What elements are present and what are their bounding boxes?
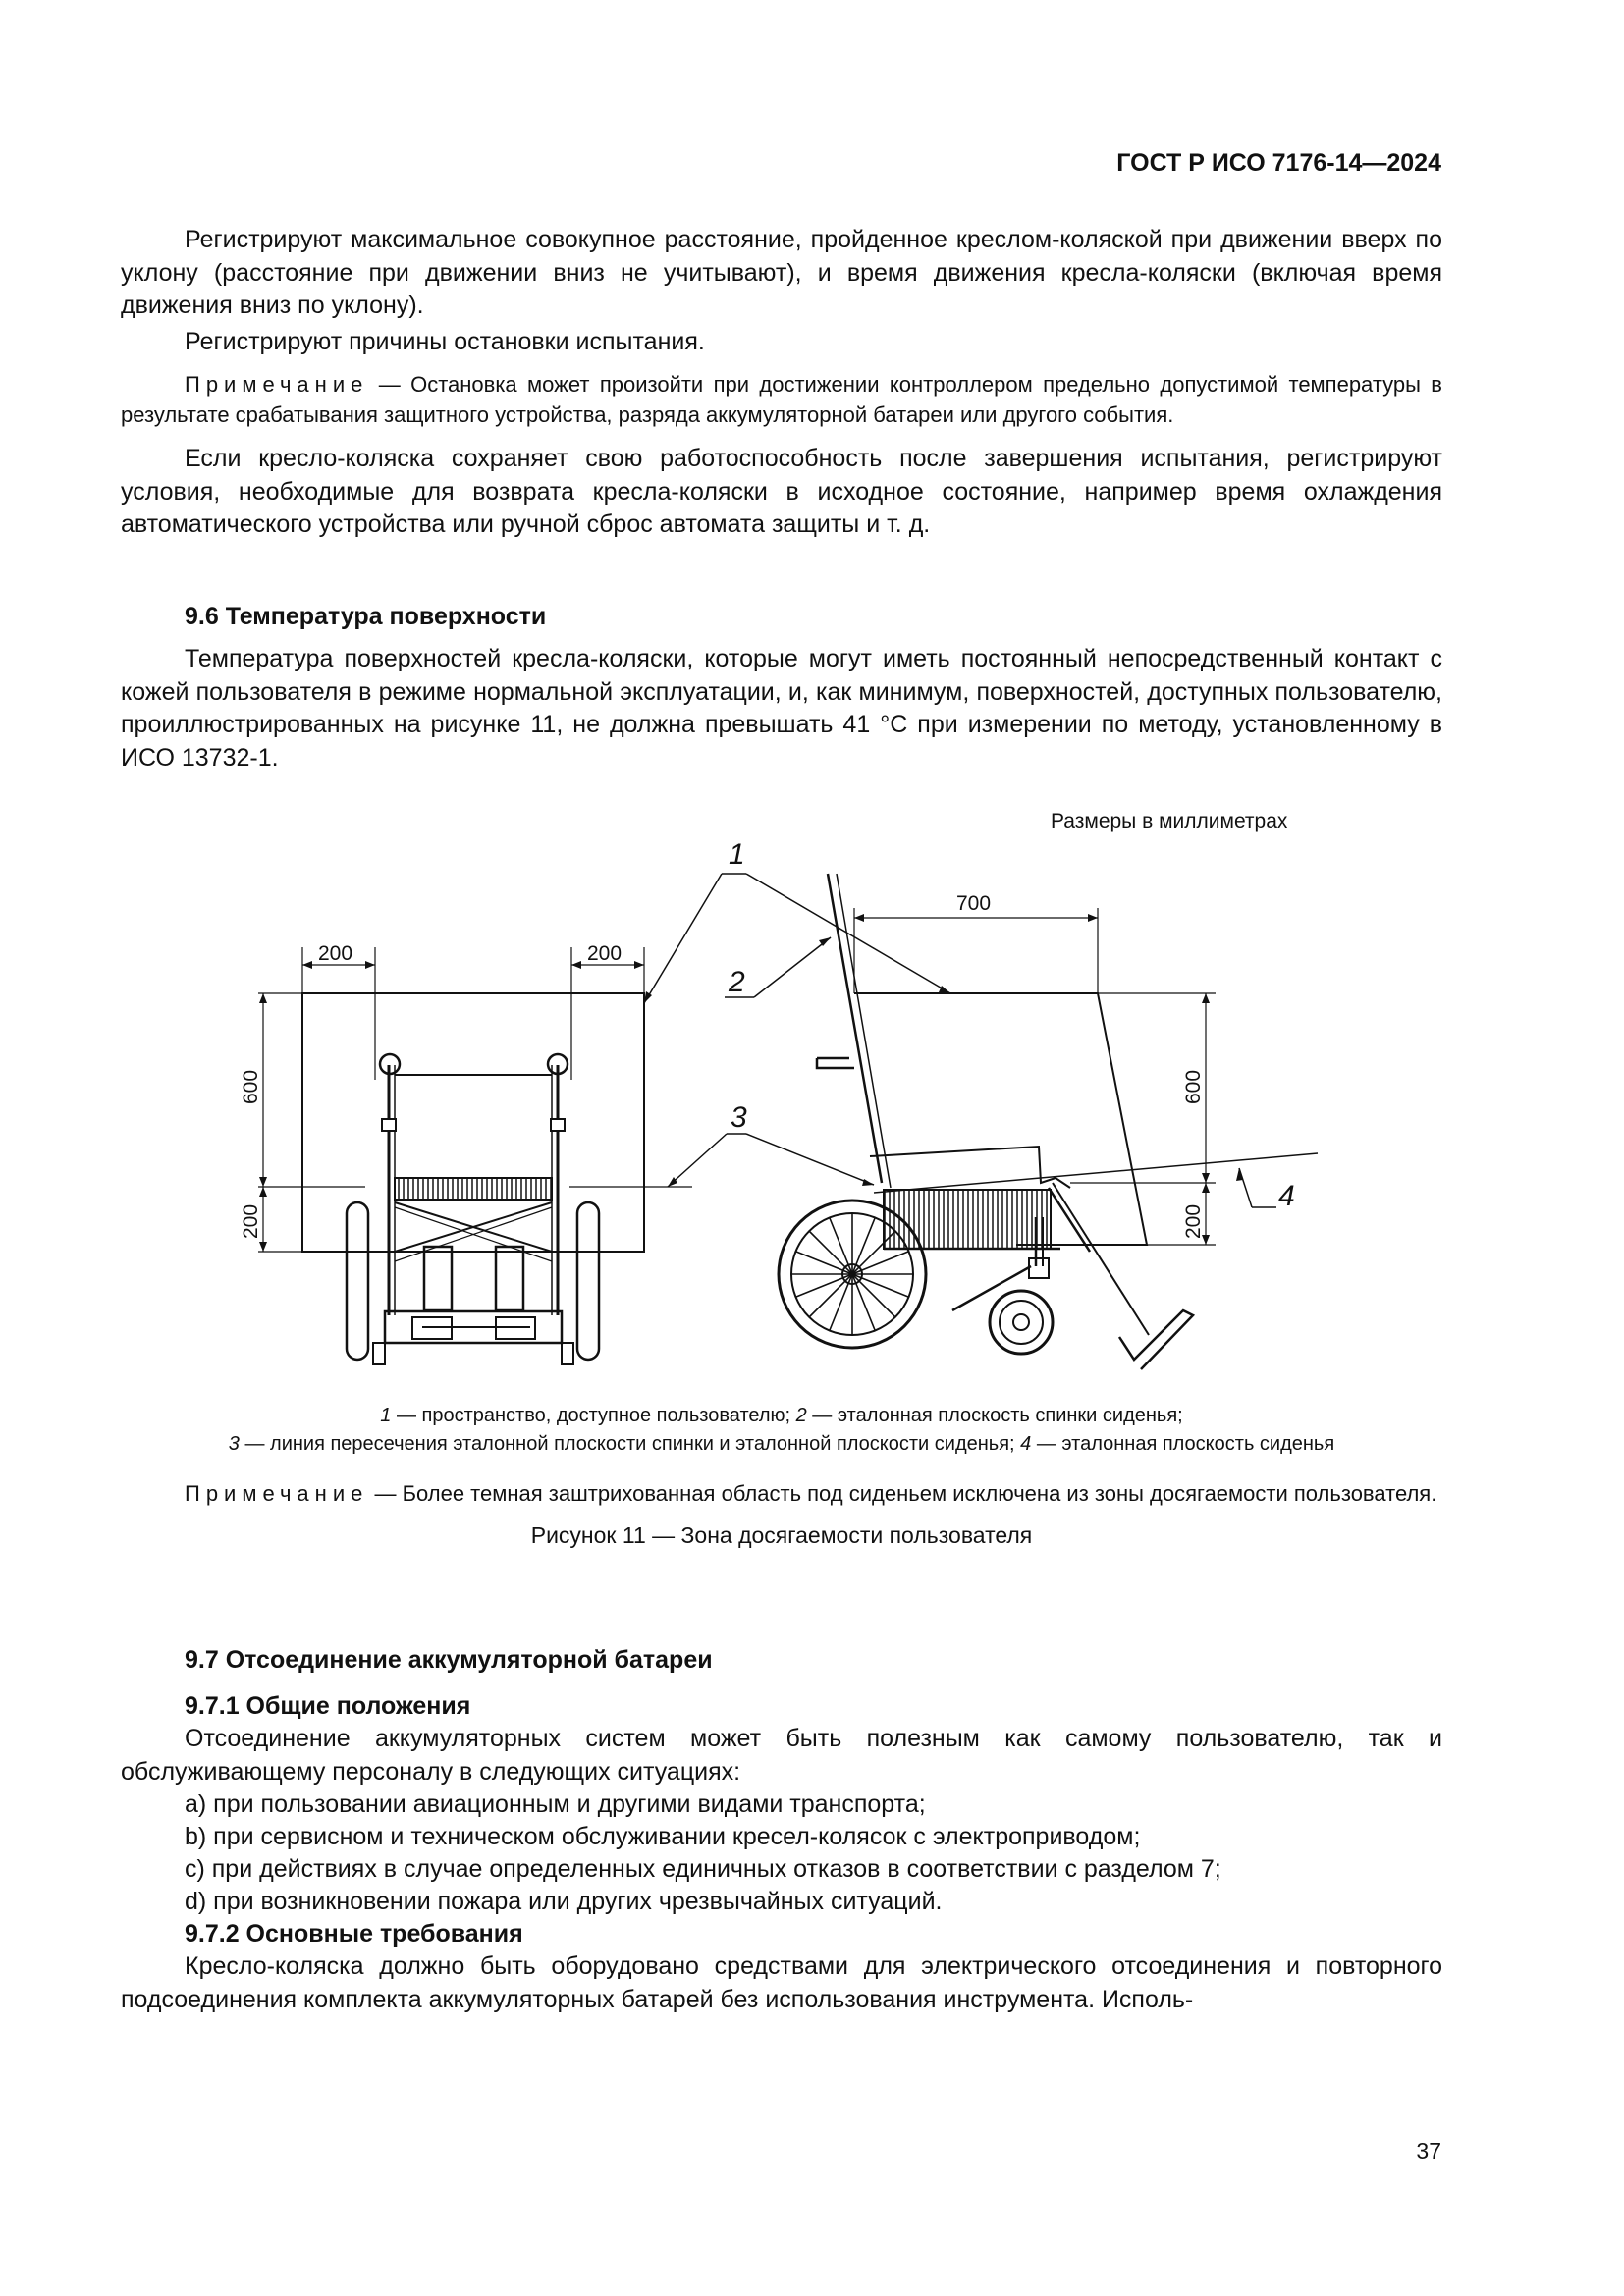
figure-note (121, 1478, 1442, 1509)
note-label: Примечание (185, 1481, 369, 1506)
section-9-7-1-paragraph: Отсоединение аккумуляторных систем может быть полезным как самому пользователю, так и обслуживающему персоналу в следующих ситуациях: (121, 1725, 1442, 1786)
paragraph-record-distance: Регистрируют максимальное совокупное расстояние, пройденное креслом-коляской при движении вверх по уклону (расстояние при движении вниз не учитывают), и время движения кресла-коляски (включая время движения вниз по уклону). (121, 226, 1442, 319)
section-9-7-1-heading: 9.7.1 Общие положения (185, 1692, 471, 1720)
section-9-7-2-paragraph: Кресло-коляска должно быть оборудовано средствами для электрического отсоединения и повторного подсоединения комплекта аккумуляторных батарей без использования инструмента. Исполь- (121, 1952, 1442, 2013)
legend-text: — линия пересечения эталонной плоскости спинки и эталонной плоскости сиденья; (239, 1433, 1021, 1455)
note-text: — Остановка может произойти при достижении контроллером предельно допустимой температуры в результате срабатывания защитного устройства, разряда аккумуляторной батареи или другого события. (121, 372, 1442, 427)
dimensions-note: Размеры в миллиметрах (1051, 810, 1288, 832)
list-item-c: c) при действиях в случае определенных единичных отказов в соответствии с разделом 7; (185, 1855, 1221, 1883)
dim-200-front-left: 200 (318, 942, 353, 965)
section-9-6-paragraph: Температура поверхностей кресла-коляски, которые могут иметь постоянный непосредственный контакт с кожей пользователя в режиме нормальной эксплуатации, и, как минимум, поверхностей, доступных пользователю, проиллюстрированных на рисунке 11, не должна превышать 41 °С при измерении по методу, установленному в ИСО 13732-1. (121, 645, 1442, 772)
section-9-6-heading: 9.6 Температура поверхности (185, 603, 547, 630)
section-9-7 (121, 1644, 1442, 2016)
document-id-header: ГОСТ Р ИСО 7176-14—2024 (1116, 149, 1441, 177)
legend-num: 4 (1020, 1433, 1032, 1455)
legend-text: — эталонная плоскость сиденья (1031, 1433, 1335, 1455)
figure-label-3: 3 (731, 1101, 747, 1134)
paragraph-restore-conditions: Если кресло-коляска сохраняет свою работоспособность после завершения испытания, регистрируют условия, необходимые для возврата кресла-коляски в исходное состояние, например время охлаждения автоматического устройства или ручной сброс автомата защиты и т. д. (121, 445, 1442, 538)
figure-legend (121, 1402, 1442, 1549)
legend-text: — пространство, доступное пользователю; (391, 1405, 796, 1426)
list-item-d: d) при возникновении пожара или других чрезвычайных ситуаций. (185, 1888, 943, 1915)
section-9-7-heading: 9.7 Отсоединение аккумуляторной батареи (185, 1646, 713, 1674)
legend-line-1 (121, 1402, 1442, 1430)
legend-num: 3 (228, 1433, 240, 1455)
dim-200-front-bottom: 200 (240, 1203, 262, 1239)
note-text: — Более темная заштрихованная область под сиденьем исключена из зоны досягаемости пользователя. (368, 1481, 1437, 1506)
paragraph-record-stop-reasons: Регистрируют причины остановки испытания. (185, 327, 705, 355)
figure-caption: Рисунок 11 — Зона досягаемости пользователя (530, 1522, 1033, 1548)
dim-600-side: 600 (1182, 1069, 1205, 1104)
dim-700-side: 700 (956, 892, 992, 915)
dim-200-side: 200 (1182, 1203, 1205, 1239)
page-number: 37 (1416, 2138, 1441, 2163)
figure-label-4: 4 (1278, 1180, 1295, 1212)
legend-num: 2 (795, 1405, 807, 1426)
figure-label-1: 1 (729, 838, 745, 871)
section-9-7-2-heading: 9.7.2 Основные требования (185, 1920, 523, 1948)
legend-num: 1 (380, 1405, 392, 1426)
note-label: Примечание (185, 372, 369, 397)
legend-text: — эталонная плоскость спинки сиденья; (806, 1405, 1183, 1426)
front-reach-zone (302, 993, 644, 1252)
side-view-wheelchair (779, 874, 1318, 1369)
figure-label-2: 2 (729, 966, 745, 998)
dim-600-front: 600 (240, 1069, 262, 1104)
legend-line-2 (121, 1430, 1442, 1459)
front-view-wheelchair (258, 947, 692, 1364)
leader-lines (644, 874, 1276, 1207)
list-item-b: b) при сервисном и техническом обслуживании кресел-колясок с электроприводом; (185, 1823, 1141, 1850)
dim-200-front-right: 200 (587, 942, 623, 965)
list-item-a: a) при пользовании авиационным и другими видами транспорта; (185, 1790, 926, 1818)
